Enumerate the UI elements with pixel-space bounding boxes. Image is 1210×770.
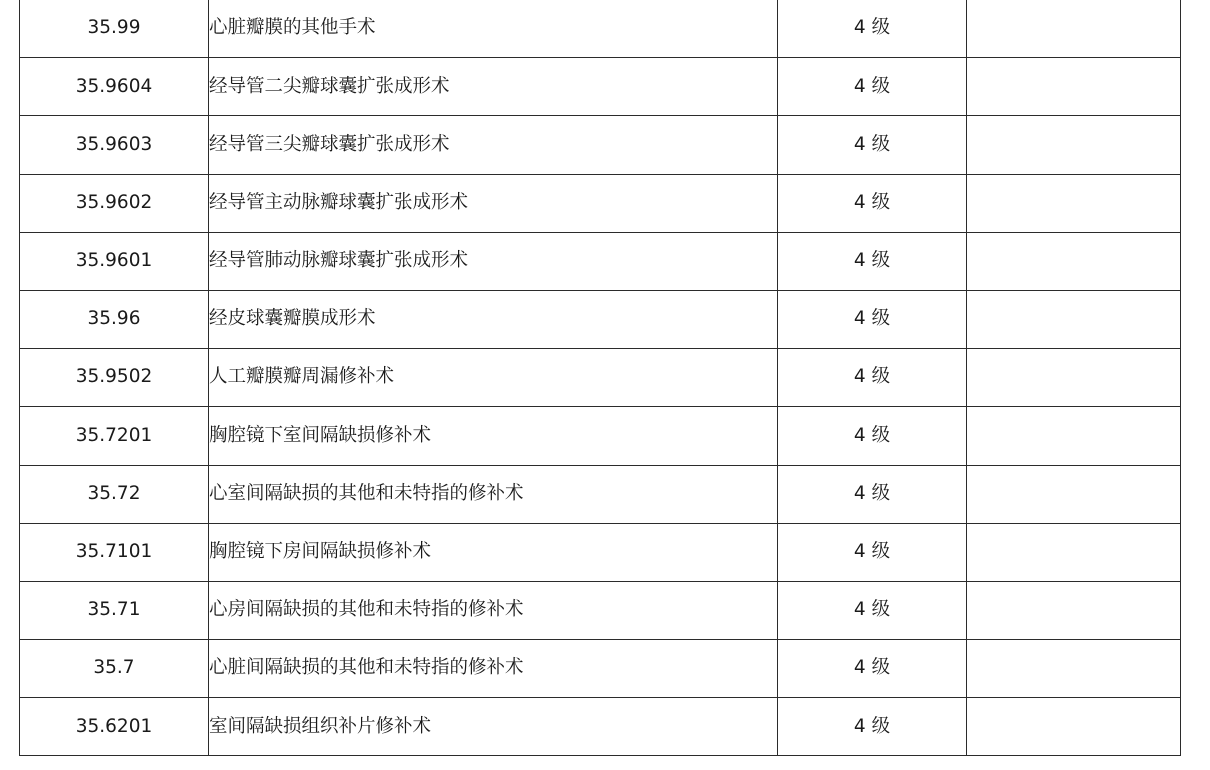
procedure-note-cell [967,523,1181,581]
procedure-note-cell [967,0,1181,58]
procedure-code-cell: 35.9601 [20,232,209,290]
table-row [20,465,1181,523]
procedure-name-cell: 心室间隔缺损的其他和未特指的修补术 [209,465,778,523]
procedure-level-cell: 4 级 [778,465,967,523]
table-row [20,698,1181,756]
procedure-note-cell [967,465,1181,523]
table-row [20,581,1181,639]
procedure-name-cell: 经皮球囊瓣膜成形术 [209,290,778,348]
procedure-code-cell: 35.7101 [20,523,209,581]
procedure-code-cell: 35.96 [20,290,209,348]
procedure-code-cell: 35.7201 [20,407,209,465]
procedure-note-cell [967,698,1181,756]
procedure-level-cell: 4 级 [778,640,967,698]
procedure-code-cell: 35.9603 [20,116,209,174]
procedure-code-cell: 35.99 [20,0,209,58]
procedure-table [19,0,1181,756]
procedure-level-cell: 4 级 [778,349,967,407]
table-row [20,407,1181,465]
table-row [20,58,1181,116]
table-row [20,0,1181,58]
procedure-code-cell: 35.7 [20,640,209,698]
procedure-note-cell [967,58,1181,116]
procedure-level-cell: 4 级 [778,58,967,116]
procedure-name-cell: 人工瓣膜瓣周漏修补术 [209,349,778,407]
procedure-note-cell [967,116,1181,174]
procedure-level-cell: 4 级 [778,581,967,639]
procedure-table-body [20,0,1181,756]
procedure-code-cell: 35.71 [20,581,209,639]
table-row [20,174,1181,232]
procedure-level-cell: 4 级 [778,698,967,756]
procedure-level-cell: 4 级 [778,290,967,348]
procedure-level-cell: 4 级 [778,523,967,581]
procedure-code-cell: 35.9602 [20,174,209,232]
table-row [20,349,1181,407]
procedure-level-cell: 4 级 [778,174,967,232]
procedure-code-cell: 35.9604 [20,58,209,116]
procedure-name-cell: 胸腔镜下室间隔缺损修补术 [209,407,778,465]
procedure-level-cell: 4 级 [778,407,967,465]
table-row [20,523,1181,581]
procedure-note-cell [967,290,1181,348]
procedure-note-cell [967,407,1181,465]
procedure-name-cell: 经导管二尖瓣球囊扩张成形术 [209,58,778,116]
table-row [20,640,1181,698]
procedure-note-cell [967,581,1181,639]
procedure-name-cell: 室间隔缺损组织补片修补术 [209,698,778,756]
procedure-code-cell: 35.9502 [20,349,209,407]
procedure-name-cell: 心房间隔缺损的其他和未特指的修补术 [209,581,778,639]
procedure-level-cell: 4 级 [778,116,967,174]
procedure-note-cell [967,232,1181,290]
procedure-code-cell: 35.6201 [20,698,209,756]
table-row [20,116,1181,174]
procedure-name-cell: 经导管肺动脉瓣球囊扩张成形术 [209,232,778,290]
procedure-note-cell [967,174,1181,232]
procedure-code-cell: 35.72 [20,465,209,523]
procedure-note-cell [967,640,1181,698]
table-row [20,232,1181,290]
procedure-name-cell: 胸腔镜下房间隔缺损修补术 [209,523,778,581]
table-row [20,290,1181,348]
procedure-name-cell: 心脏瓣膜的其他手术 [209,0,778,58]
procedure-level-cell: 4 级 [778,0,967,58]
procedure-name-cell: 心脏间隔缺损的其他和未特指的修补术 [209,640,778,698]
procedure-note-cell [967,349,1181,407]
procedure-name-cell: 经导管三尖瓣球囊扩张成形术 [209,116,778,174]
procedure-level-cell: 4 级 [778,232,967,290]
procedure-name-cell: 经导管主动脉瓣球囊扩张成形术 [209,174,778,232]
